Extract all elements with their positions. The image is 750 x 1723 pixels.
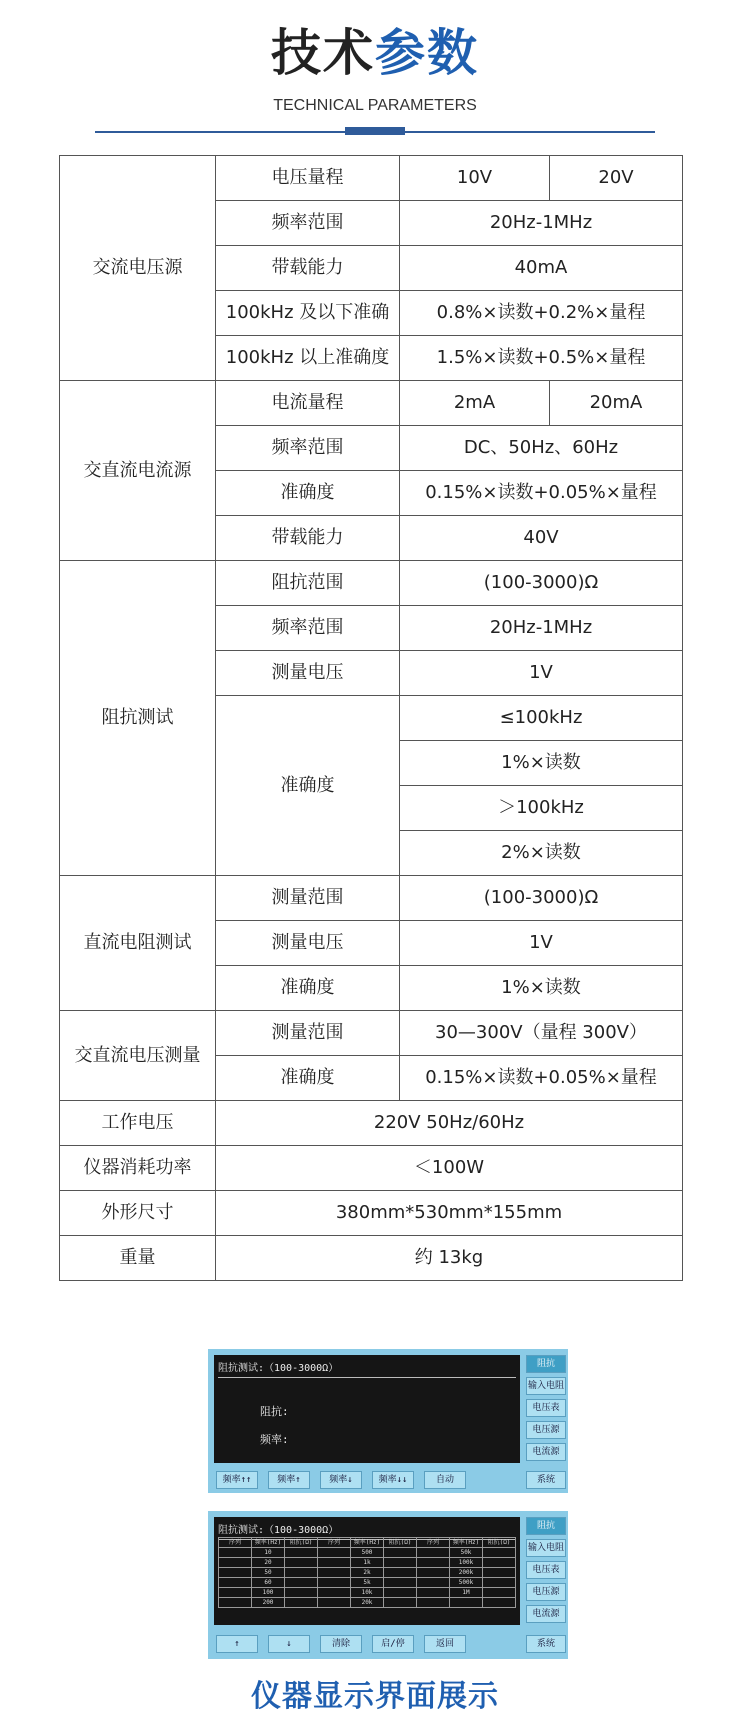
group-dc-resistance: 直流电阻测试 [60, 876, 216, 1011]
sweep-table [218, 1537, 516, 1608]
group-acdc-voltage: 交直流电压测量 [60, 1011, 216, 1101]
cell [285, 1548, 318, 1558]
side-button-voltmeter[interactable]: 电压表 [526, 1399, 566, 1417]
cell [483, 1548, 516, 1558]
side-button-input-resistance[interactable]: 输入电阻 [526, 1377, 566, 1395]
cell [285, 1598, 318, 1608]
screen-title: 阻抗测试:（100-3000Ω） [218, 1521, 516, 1540]
param-value: ≤100kHz [400, 696, 683, 741]
table-row [219, 1588, 516, 1598]
side-button-voltmeter[interactable]: 电压表 [526, 1561, 566, 1579]
param-value: 约 13kg [216, 1236, 683, 1281]
freq-down-fast-button[interactable]: 频率↓↓ [372, 1471, 414, 1489]
param-value: 1%×读数 [400, 966, 683, 1011]
param-value: 20mA [550, 381, 683, 426]
param-label: 带载能力 [216, 246, 400, 291]
device-screen-2 [208, 1511, 568, 1659]
param-value: 10V [400, 156, 550, 201]
cell [318, 1578, 351, 1588]
table-row [219, 1548, 516, 1558]
table-row [219, 1568, 516, 1578]
cell [285, 1558, 318, 1568]
cell [384, 1598, 417, 1608]
table-row [219, 1558, 516, 1568]
cell [318, 1588, 351, 1598]
auto-button[interactable]: 自动 [424, 1471, 466, 1489]
param-value: 40V [400, 516, 683, 561]
freq-up-button[interactable]: 频率↑ [268, 1471, 310, 1489]
side-button-input-resistance[interactable]: 输入电阻 [526, 1539, 566, 1557]
cell: 20k [351, 1598, 384, 1608]
param-label: 100kHz 及以下准确 [216, 291, 400, 336]
cell: 1k [351, 1558, 384, 1568]
cell: 50 [252, 1568, 285, 1578]
title-underline-accent [345, 127, 405, 135]
param-label: 测量范围 [216, 1011, 400, 1056]
freq-up-fast-button[interactable]: 频率↑↑ [216, 1471, 258, 1489]
cell [417, 1568, 450, 1578]
cell [483, 1568, 516, 1578]
table-header: 频率(Hz) [351, 1538, 384, 1548]
title-part-2: 参数 [375, 24, 479, 82]
cell [219, 1598, 252, 1608]
param-label: 100kHz 以上准确度 [216, 336, 400, 381]
cell [219, 1578, 252, 1588]
table-header: 阻抗(Ω) [285, 1538, 318, 1548]
cell [384, 1578, 417, 1588]
param-value: 0.8%×读数+0.2%×量程 [400, 291, 683, 336]
cell: 1M [450, 1588, 483, 1598]
cell [384, 1588, 417, 1598]
cell [219, 1588, 252, 1598]
page-subtitle: TECHNICAL PARAMETERS [273, 97, 477, 114]
scroll-up-button[interactable]: ↑ [216, 1635, 258, 1653]
cell: 2k [351, 1568, 384, 1578]
table-header: 阻抗(Ω) [483, 1538, 516, 1548]
param-value: 20Hz-1MHz [400, 201, 683, 246]
cell [483, 1598, 516, 1608]
side-button-voltage-source[interactable]: 电压源 [526, 1421, 566, 1439]
cell [384, 1558, 417, 1568]
side-button-system[interactable]: 系统 [526, 1635, 566, 1653]
param-value: 2mA [400, 381, 550, 426]
side-button-voltage-source[interactable]: 电压源 [526, 1583, 566, 1601]
param-label: 测量范围 [216, 876, 400, 921]
param-label: 测量电压 [216, 921, 400, 966]
param-value: 20V [550, 156, 683, 201]
cell: 50k [450, 1548, 483, 1558]
table-header: 序列 [219, 1538, 252, 1548]
param-label: 准确度 [216, 696, 400, 876]
table-row [219, 1598, 516, 1608]
cell: 60 [252, 1578, 285, 1588]
param-value: 40mA [400, 246, 683, 291]
cell [483, 1578, 516, 1588]
cell [450, 1598, 483, 1608]
cell [417, 1578, 450, 1588]
param-value: (100-3000)Ω [400, 561, 683, 606]
page-title [0, 24, 750, 82]
param-value: ＜100W [216, 1146, 683, 1191]
param-value: ＞100kHz [400, 786, 683, 831]
param-value: 380mm*530mm*155mm [216, 1191, 683, 1236]
spec-table [59, 155, 683, 1281]
cell [417, 1548, 450, 1558]
group-weight: 重量 [60, 1236, 216, 1281]
table-header: 序列 [318, 1538, 351, 1548]
cell [285, 1588, 318, 1598]
param-value: 0.15%×读数+0.05%×量程 [400, 1056, 683, 1101]
scroll-down-button[interactable]: ↓ [268, 1635, 310, 1653]
param-value: 1%×读数 [400, 741, 683, 786]
side-button-system[interactable]: 系统 [526, 1471, 566, 1489]
param-label: 电压量程 [216, 156, 400, 201]
side-button-impedance[interactable]: 阻抗 [526, 1517, 566, 1535]
cell: 5k [351, 1578, 384, 1588]
param-label: 准确度 [216, 966, 400, 1011]
param-label: 带载能力 [216, 516, 400, 561]
clear-button[interactable]: 清除 [320, 1635, 362, 1653]
param-label: 频率范围 [216, 201, 400, 246]
table-row [219, 1578, 516, 1588]
side-button-current-source[interactable]: 电流源 [526, 1605, 566, 1623]
table-header: 阻抗(Ω) [384, 1538, 417, 1548]
cell: 500 [351, 1548, 384, 1558]
device-screen-1 [208, 1349, 568, 1493]
group-work-voltage: 工作电压 [60, 1101, 216, 1146]
cell [417, 1588, 450, 1598]
display-area [214, 1355, 520, 1463]
impedance-readout-label: 阻抗: [260, 1405, 289, 1418]
param-value: 220V 50Hz/60Hz [216, 1101, 683, 1146]
param-label: 准确度 [216, 471, 400, 516]
start-stop-button[interactable]: 启/停 [372, 1635, 414, 1653]
side-button-current-source[interactable]: 电流源 [526, 1443, 566, 1461]
cell: 500k [450, 1578, 483, 1588]
cell [483, 1588, 516, 1598]
cell [285, 1578, 318, 1588]
param-value: 2%×读数 [400, 831, 683, 876]
table-header: 序列 [417, 1538, 450, 1548]
table-header: 频率(Hz) [252, 1538, 285, 1548]
param-value: 30—300V（量程 300V） [400, 1011, 683, 1056]
cell [417, 1558, 450, 1568]
cell [417, 1598, 450, 1608]
cell: 20 [252, 1558, 285, 1568]
cell [318, 1568, 351, 1578]
cell [318, 1558, 351, 1568]
back-button[interactable]: 返回 [424, 1635, 466, 1653]
param-value: 20Hz-1MHz [400, 606, 683, 651]
group-power: 仪器消耗功率 [60, 1146, 216, 1191]
cell: 200k [450, 1568, 483, 1578]
param-value: 1V [400, 651, 683, 696]
display-caption: 仪器显示界面展示 [251, 1679, 499, 1714]
cell [483, 1558, 516, 1568]
title-part-1: 技术 [271, 24, 375, 82]
cell [219, 1568, 252, 1578]
cell: 200 [252, 1598, 285, 1608]
cell: 10 [252, 1548, 285, 1558]
group-size: 外形尺寸 [60, 1191, 216, 1236]
param-label: 电流量程 [216, 381, 400, 426]
cell [384, 1568, 417, 1578]
cell [285, 1568, 318, 1578]
table-header: 频率(Hz) [450, 1538, 483, 1548]
param-label: 频率范围 [216, 426, 400, 471]
group-impedance: 阻抗测试 [60, 561, 216, 876]
table-header-row [219, 1538, 516, 1548]
group-ac-voltage: 交流电压源 [60, 156, 216, 381]
side-button-impedance[interactable]: 阻抗 [526, 1355, 566, 1373]
param-label: 测量电压 [216, 651, 400, 696]
cell [384, 1548, 417, 1558]
frequency-readout-label: 频率: [260, 1433, 289, 1446]
cell [219, 1548, 252, 1558]
cell [318, 1548, 351, 1558]
display-area [214, 1517, 520, 1625]
group-acdc-current: 交直流电流源 [60, 381, 216, 561]
param-label: 准确度 [216, 1056, 400, 1101]
freq-down-button[interactable]: 频率↓ [320, 1471, 362, 1489]
cell [219, 1558, 252, 1568]
param-value: (100-3000)Ω [400, 876, 683, 921]
cell: 100k [450, 1558, 483, 1568]
cell [318, 1598, 351, 1608]
param-value: 1.5%×读数+0.5%×量程 [400, 336, 683, 381]
param-value: 1V [400, 921, 683, 966]
cell: 10k [351, 1588, 384, 1598]
param-label: 频率范围 [216, 606, 400, 651]
screen-title: 阻抗测试:（100-3000Ω） [218, 1359, 516, 1378]
param-value: DC、50Hz、60Hz [400, 426, 683, 471]
param-label: 阻抗范围 [216, 561, 400, 606]
param-value: 0.15%×读数+0.05%×量程 [400, 471, 683, 516]
cell: 100 [252, 1588, 285, 1598]
